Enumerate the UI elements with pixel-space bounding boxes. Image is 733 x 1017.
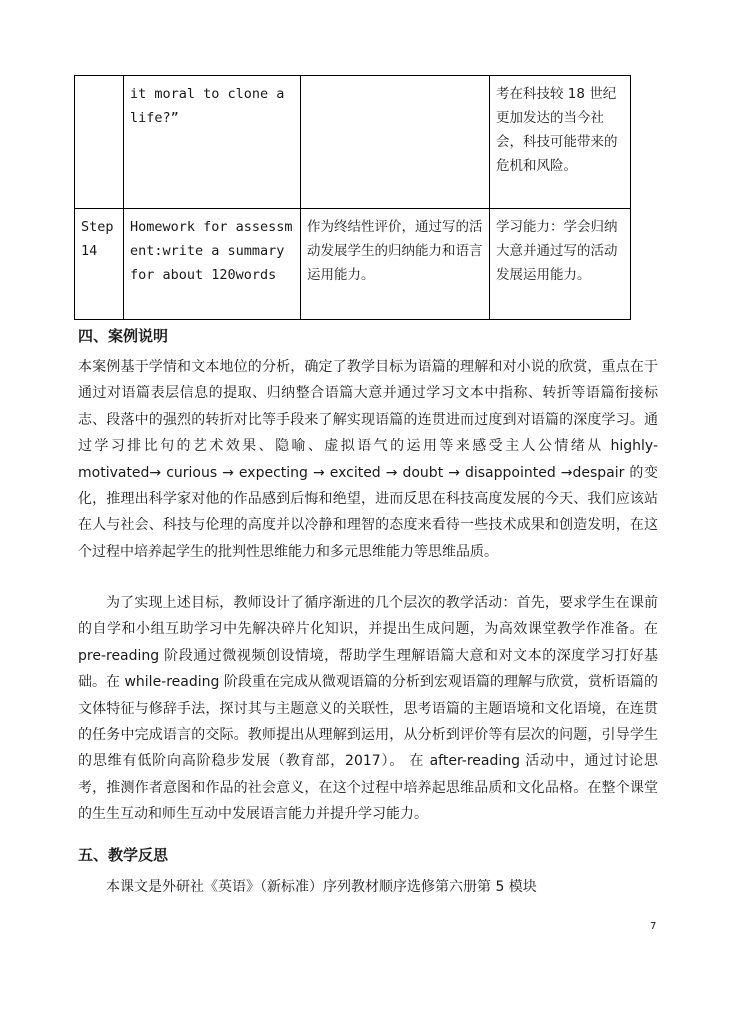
step-cell [75, 76, 124, 209]
page-number: 7 [650, 921, 657, 932]
activity-cell: it moral to clone a life?” [124, 76, 301, 209]
ability-cell: 考在科技较 18 世纪更加发达的当今社会，科技可能带来的危机和风险。 [490, 76, 631, 209]
table-row [75, 209, 631, 320]
activity-cell: Homework for assessment:write a summary for about 120words [124, 209, 301, 320]
section5-heading: 五、教学反思 [78, 846, 169, 864]
ability-cell: 学习能力：学会归纳大意并通过写的活动发展运用能力。 [490, 209, 631, 320]
section5-paragraph-1: 本课文是外研社《英语》（新标准）序列教材顺序选修第六册第 5 模块 [106, 879, 537, 895]
purpose-cell: 作为终结性评价，通过写的活动发展学生的归纳能力和语言运用能力。 [301, 209, 490, 320]
purpose-cell [301, 76, 490, 209]
section4-paragraph-1: 本案例基于学情和文本地位的分析，确定了教学目标为语篇的理解和对小说的欣赏，重点在于通过对语篇表层信息的提取、归纳整合语篇大意并通过学习文本中指称、转折等语篇衔接标志、段落中的强烈的转折对比等手段来了解实现语篇的连贯进而过度到对语篇的深度学习。通过学习排比句的艺术效果、隐喻、虚拟语气的运用等来感受主人公情绪从 highly-motivated→ curious → expecting → excited → doubt → disappointed →despair 的变化，推理出科学家对他的作品感到后悔和绝望，进而反思在科技高度发展的今天、我们应该站在人与社会、科技与伦理的高度并以冷静和理智的态度来看待一些技术成果和创造发明，在这个过程中培养起学生的批判性思维能力和多元思维能力等思维品质。 [78, 359, 658, 560]
section4-paragraph-2: 为了实现上述目标，教师设计了循序渐进的几个层次的教学活动：首先，要求学生在课前的自学和小组互助学习中先解决碎片化知识，并提出生成问题，为高效课堂教学作准备。在 pre-reading 阶段通过微视频创设情境，帮助学生理解语篇大意和对文本的深度学习打好基础。在 while-reading 阶段重在完成从微观语篇的分析到宏观语篇的理解与欣赏，赏析语篇的文体特征与修辞手法，探讨其与主题意义的关联性，思考语篇的主题语境和文化语境，在连贯的任务中完成语言的交际。教师提出从理解到运用，从分析到评价等有层次的问题，引导学生的思维有低阶向高阶稳步发展（教育部，2017）。 在 after-reading 活动中，通过讨论思考，推测作者意图和作品的社会意义，在这个过程中培养起思维品质和文化品格。在整个课堂的生生互动和师生互动中发展语言能力并提升学习能力。 [78, 595, 658, 823]
section4-heading: 四、案例说明 [78, 327, 169, 345]
table-row [75, 76, 631, 209]
step-cell: Step 14 [75, 209, 124, 320]
lesson-table [74, 75, 631, 320]
